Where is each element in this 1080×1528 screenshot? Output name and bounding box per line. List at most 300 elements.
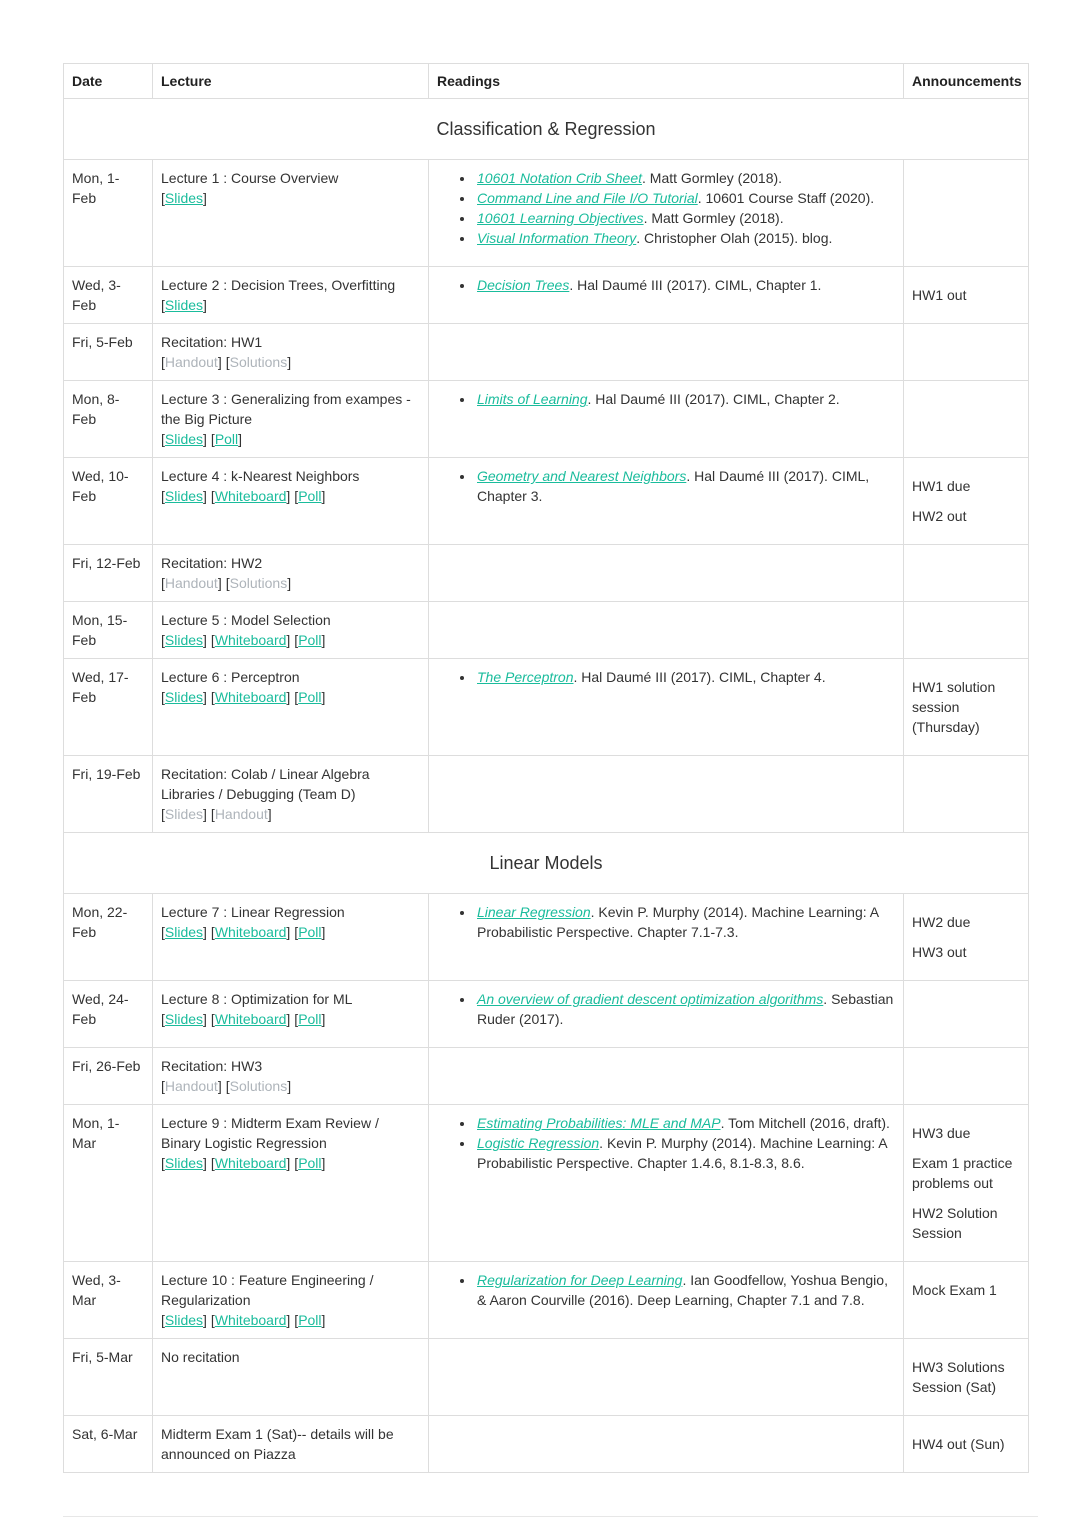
- lecture-cell: [153, 659, 429, 756]
- date-cell: [64, 1262, 153, 1339]
- reading-link[interactable]: 10601 Notation Crib Sheet: [477, 170, 642, 186]
- lecture-cell: [153, 545, 429, 602]
- bracketed-link: [294, 924, 325, 940]
- date-text: Wed, 3-: [72, 1272, 121, 1288]
- lecture-links: [161, 429, 420, 449]
- announcements-cell: [904, 458, 1029, 545]
- readings-cell: [429, 1048, 904, 1105]
- bracketed-link: [161, 1155, 207, 1171]
- lecture-link-whiteboard[interactable]: Whiteboard: [214, 1312, 287, 1328]
- lecture-cell: [153, 267, 429, 324]
- section-row: [64, 99, 1029, 160]
- close-bracket: ]: [203, 1011, 207, 1027]
- lecture-title: Lecture 4 : k-Nearest Neighbors: [161, 468, 360, 484]
- lecture-link-slides[interactable]: Slides: [164, 1155, 204, 1171]
- lecture-link-poll[interactable]: Poll: [298, 689, 322, 705]
- lecture-title: Lecture 9 : Midterm Exam Review / Binary Logistic Regression: [161, 1115, 379, 1151]
- open-bracket: [: [161, 354, 165, 370]
- readings-list: [437, 275, 895, 295]
- readings-cell: [429, 267, 904, 324]
- lecture-link-poll[interactable]: Poll: [298, 1155, 322, 1171]
- reading-item: [475, 466, 895, 506]
- open-bracket: [: [161, 488, 165, 504]
- lecture-links: [161, 1310, 420, 1330]
- lecture-links: [161, 630, 420, 650]
- open-bracket: [: [294, 1312, 299, 1328]
- lecture-link-poll[interactable]: Poll: [298, 1011, 322, 1027]
- lecture-link-whiteboard[interactable]: Whiteboard: [214, 1155, 287, 1171]
- bracketed-link: [161, 431, 207, 447]
- reading-citation: . Kevin P. Murphy (2014). Machine Learning: A Probabilistic Perspective. Chapter 1.4.6, 8.1-8.3, 8.6.: [477, 1135, 887, 1171]
- date-text: Sat, 6-Mar: [72, 1426, 138, 1442]
- date-text: Fri, 19-Feb: [72, 766, 141, 782]
- close-bracket: ]: [203, 488, 207, 504]
- open-bracket: [: [161, 689, 165, 705]
- reading-link[interactable]: Logistic Regression: [477, 1135, 600, 1151]
- readings-cell: [429, 602, 904, 659]
- open-bracket: [: [210, 431, 215, 447]
- announcements-cell: [904, 545, 1029, 602]
- readings-cell: [429, 1339, 904, 1416]
- close-bracket: ]: [203, 689, 207, 705]
- lecture-title: Recitation: HW2: [161, 555, 263, 571]
- lecture-link-poll[interactable]: Poll: [214, 431, 239, 447]
- reading-item: [475, 208, 895, 228]
- announcement-text: HW1 solution session (Thursday): [912, 679, 996, 735]
- reading-link[interactable]: The Perceptron: [477, 669, 574, 685]
- lecture-cell: [153, 160, 429, 267]
- open-bracket: [: [294, 924, 299, 940]
- close-bracket: ]: [287, 1078, 292, 1094]
- announcement-text: HW1 out: [912, 287, 967, 303]
- reading-citation: . Sebastian Ruder (2017).: [477, 991, 894, 1027]
- lecture-cell: [153, 1339, 429, 1416]
- open-bracket: [: [161, 924, 165, 940]
- reading-citation: . Hal Daumé III (2017). CIML, Chapter 2.: [587, 391, 840, 407]
- open-bracket: [: [161, 190, 165, 206]
- bracketed-link: [294, 1155, 325, 1171]
- date-text: Fri, 5-Mar: [72, 1349, 133, 1365]
- open-bracket: [: [161, 1155, 165, 1171]
- close-bracket: ]: [203, 632, 207, 648]
- open-bracket: [: [161, 632, 165, 648]
- announcement-text: HW2 due: [912, 914, 971, 930]
- lecture-link-slides[interactable]: Slides: [164, 190, 204, 206]
- date-text: Feb: [72, 297, 97, 313]
- date-text: Fri, 5-Feb: [72, 334, 133, 350]
- reading-link[interactable]: Decision Trees: [477, 277, 570, 293]
- date-text: Fri, 12-Feb: [72, 555, 141, 571]
- bracketed-link: [161, 1078, 222, 1094]
- lecture-link-slides[interactable]: Slides: [164, 632, 204, 648]
- reading-item: [475, 902, 895, 942]
- announcement-text: HW2 Solution Session: [912, 1205, 998, 1241]
- open-bracket: [: [225, 575, 230, 591]
- lecture-link-slides[interactable]: Slides: [164, 924, 204, 940]
- lecture-cell: [153, 1262, 429, 1339]
- bracketed-link: [161, 297, 207, 313]
- lecture-title: Lecture 3 : Generalizing from exampes - the Big Picture: [161, 391, 411, 427]
- close-bracket: ]: [321, 924, 326, 940]
- bracketed-link: [294, 1011, 325, 1027]
- close-bracket: ]: [217, 354, 222, 370]
- date-cell: [64, 1105, 153, 1262]
- date-cell: [64, 1339, 153, 1416]
- announcements-cell: [904, 381, 1029, 458]
- lecture-links: [161, 188, 420, 208]
- bracketed-link: [161, 1011, 207, 1027]
- open-bracket: [: [161, 1312, 165, 1328]
- lecture-link-slides: Slides: [164, 806, 204, 822]
- close-bracket: ]: [217, 1078, 222, 1094]
- lecture-title: Lecture 6 : Perceptron: [161, 669, 300, 685]
- section-row: [64, 833, 1029, 894]
- announcement-text: Mock Exam 1: [912, 1282, 997, 1298]
- bracketed-link: [161, 1312, 207, 1328]
- readings-cell: [429, 894, 904, 981]
- reading-citation: . Ian Goodfellow, Yoshua Bengio, & Aaron Courville (2016). Deep Learning, Chapter 7.1 and 7.8.: [477, 1272, 888, 1308]
- readings-list: [437, 667, 895, 687]
- lecture-link-solutions: Solutions: [229, 1078, 288, 1094]
- table-row: [64, 981, 1029, 1048]
- lecture-title: Lecture 7 : Linear Regression: [161, 904, 345, 920]
- section-header: Linear Models: [489, 853, 603, 873]
- reading-link[interactable]: Linear Regression: [477, 904, 591, 920]
- date-text: Wed, 10-: [72, 468, 129, 484]
- close-bracket: ]: [321, 1312, 326, 1328]
- close-bracket: ]: [238, 431, 243, 447]
- reading-item: [475, 228, 895, 248]
- open-bracket: [: [210, 1011, 215, 1027]
- lecture-link-slides[interactable]: Slides: [164, 689, 204, 705]
- close-bracket: ]: [321, 689, 326, 705]
- readings-cell: [429, 458, 904, 545]
- reading-item: [475, 275, 895, 295]
- lecture-link-slides[interactable]: Slides: [164, 1011, 204, 1027]
- bracketed-link: [226, 575, 291, 591]
- reading-link[interactable]: Estimating Probabilities: MLE and MAP: [477, 1115, 721, 1131]
- announcements-cell: [904, 160, 1029, 267]
- column-header-lecture: Lecture: [153, 64, 429, 99]
- readings-cell: [429, 981, 904, 1048]
- reading-citation: . Matt Gormley (2018).: [643, 210, 784, 226]
- reading-item: [475, 168, 895, 188]
- announcements-cell: [904, 324, 1029, 381]
- lecture-title: No recitation: [161, 1349, 240, 1365]
- lecture-title: Recitation: HW1: [161, 334, 263, 350]
- open-bracket: [: [161, 806, 165, 822]
- close-bracket: ]: [203, 1312, 207, 1328]
- announcement-text: HW2 out: [912, 508, 967, 524]
- section-cell: [64, 833, 1029, 894]
- lecture-title: Lecture 10 : Feature Engineering / Regularization: [161, 1272, 374, 1308]
- open-bracket: [: [294, 632, 299, 648]
- open-bracket: [: [210, 924, 215, 940]
- lecture-link-slides[interactable]: Slides: [164, 297, 204, 313]
- table-row: [64, 1048, 1029, 1105]
- lecture-link-slides[interactable]: Slides: [164, 431, 204, 447]
- bracketed-link: [211, 1312, 290, 1328]
- announcement-text: HW3 out: [912, 944, 967, 960]
- announcement-text: HW4 out (Sun): [912, 1436, 1005, 1452]
- bracketed-link: [211, 924, 290, 940]
- reading-citation: . Hal Daumé III (2017). CIML, Chapter 1.: [569, 277, 822, 293]
- open-bracket: [: [210, 1155, 215, 1171]
- lecture-link-whiteboard[interactable]: Whiteboard: [214, 488, 287, 504]
- announcements-cell: [904, 894, 1029, 981]
- bracketed-link: [294, 1312, 325, 1328]
- reading-citation: . 10601 Course Staff (2020).: [697, 190, 875, 206]
- bracketed-link: [211, 1155, 290, 1171]
- date-cell: [64, 1416, 153, 1473]
- reading-item: [475, 1133, 895, 1173]
- readings-cell: [429, 1416, 904, 1473]
- close-bracket: ]: [203, 190, 207, 206]
- lecture-links: [161, 1009, 420, 1029]
- open-bracket: [: [225, 354, 230, 370]
- bracketed-link: [226, 1078, 291, 1094]
- open-bracket: [: [294, 488, 299, 504]
- announcements-cell: [904, 1339, 1029, 1416]
- date-text: Mon, 22-: [72, 904, 128, 920]
- close-bracket: ]: [286, 924, 291, 940]
- close-bracket: ]: [287, 354, 292, 370]
- bracketed-link: [294, 689, 325, 705]
- readings-cell: [429, 659, 904, 756]
- date-text: Mon, 1-: [72, 1115, 120, 1131]
- table-row: [64, 381, 1029, 458]
- reading-link[interactable]: Visual Information Theory: [477, 230, 637, 246]
- lecture-link-poll[interactable]: Poll: [298, 924, 322, 940]
- lecture-title: Lecture 5 : Model Selection: [161, 612, 331, 628]
- lecture-link-solutions: Solutions: [229, 575, 288, 591]
- announcement-text: HW1 due: [912, 478, 971, 494]
- table-row: [64, 1262, 1029, 1339]
- bracketed-link: [211, 632, 290, 648]
- bracketed-link: [294, 632, 325, 648]
- section-header: Classification & Regression: [436, 119, 656, 139]
- lecture-link-slides[interactable]: Slides: [164, 1312, 204, 1328]
- reading-link[interactable]: 10601 Learning Objectives: [477, 210, 644, 226]
- reading-citation: . Tom Mitchell (2016, draft).: [720, 1115, 890, 1131]
- readings-list: [437, 989, 895, 1029]
- open-bracket: [: [210, 1312, 215, 1328]
- close-bracket: ]: [286, 689, 291, 705]
- reading-item: [475, 667, 895, 687]
- readings-list: [437, 466, 895, 506]
- bottom-divider: [63, 1516, 1038, 1517]
- lecture-cell: [153, 1105, 429, 1262]
- announcement-text: Exam 1 practice problems out: [912, 1155, 1013, 1191]
- close-bracket: ]: [286, 488, 291, 504]
- lecture-link-solutions: Solutions: [229, 354, 288, 370]
- reading-citation: . Hal Daumé III (2017). CIML, Chapter 4.: [573, 669, 826, 685]
- close-bracket: ]: [203, 806, 207, 822]
- date-cell: [64, 756, 153, 833]
- bracketed-link: [161, 689, 207, 705]
- lecture-link-whiteboard[interactable]: Whiteboard: [214, 689, 287, 705]
- date-text: Feb: [72, 689, 97, 705]
- bracketed-link: [161, 575, 222, 591]
- table-row: [64, 267, 1029, 324]
- reading-link[interactable]: Command Line and File I/O Tutorial: [477, 190, 698, 206]
- bracketed-link: [211, 431, 242, 447]
- lecture-link-handout: Handout: [164, 575, 218, 591]
- lecture-cell: [153, 756, 429, 833]
- table-header: [64, 64, 1029, 99]
- lecture-cell: [153, 458, 429, 545]
- announcements-cell: [904, 602, 1029, 659]
- date-text: Feb: [72, 1011, 97, 1027]
- announcement-text: HW3 due: [912, 1125, 971, 1141]
- bracketed-link: [161, 354, 222, 370]
- bracketed-link: [211, 689, 290, 705]
- date-text: Wed, 17-: [72, 669, 129, 685]
- reading-link[interactable]: Limits of Learning: [477, 391, 588, 407]
- bracketed-link: [161, 924, 207, 940]
- lecture-cell: [153, 1416, 429, 1473]
- open-bracket: [: [294, 1155, 299, 1171]
- table-row: [64, 1339, 1029, 1416]
- date-cell: [64, 1048, 153, 1105]
- lecture-link-whiteboard[interactable]: Whiteboard: [214, 1011, 287, 1027]
- bracketed-link: [161, 190, 207, 206]
- lecture-links: [161, 1153, 420, 1173]
- readings-cell: [429, 756, 904, 833]
- bracketed-link: [226, 354, 291, 370]
- date-text: Mar: [72, 1292, 97, 1308]
- lecture-title: Midterm Exam 1 (Sat)-- details will be announced on Piazza: [161, 1426, 394, 1462]
- table-row: [64, 324, 1029, 381]
- date-text: Wed, 24-: [72, 991, 129, 1007]
- open-bracket: [: [225, 1078, 230, 1094]
- announcements-cell: [904, 981, 1029, 1048]
- lecture-links: [161, 687, 420, 707]
- lecture-cell: [153, 894, 429, 981]
- open-bracket: [: [161, 1011, 165, 1027]
- table-row: [64, 1105, 1029, 1262]
- lecture-link-poll[interactable]: Poll: [298, 632, 322, 648]
- reading-citation: . Matt Gormley (2018).: [642, 170, 783, 186]
- open-bracket: [: [161, 431, 165, 447]
- open-bracket: [: [294, 1011, 299, 1027]
- date-cell: [64, 324, 153, 381]
- reading-item: [475, 389, 895, 409]
- table-row: [64, 894, 1029, 981]
- lecture-link-whiteboard[interactable]: Whiteboard: [214, 632, 287, 648]
- date-cell: [64, 160, 153, 267]
- date-text: Feb: [72, 924, 97, 940]
- open-bracket: [: [161, 575, 165, 591]
- lecture-title: Lecture 8 : Optimization for ML: [161, 991, 353, 1007]
- close-bracket: ]: [203, 1155, 207, 1171]
- table-row: [64, 1416, 1029, 1473]
- open-bracket: [: [294, 689, 299, 705]
- lecture-title: Recitation: HW3: [161, 1058, 263, 1074]
- bracketed-link: [161, 632, 207, 648]
- date-cell: [64, 458, 153, 545]
- date-text: Fri, 26-Feb: [72, 1058, 141, 1074]
- date-cell: [64, 381, 153, 458]
- reading-link[interactable]: Geometry and Nearest Neighbors: [477, 468, 687, 484]
- close-bracket: ]: [321, 632, 326, 648]
- announcements-cell: [904, 1048, 1029, 1105]
- open-bracket: [: [210, 806, 215, 822]
- date-cell: [64, 894, 153, 981]
- date-text: Wed, 3-: [72, 277, 121, 293]
- reading-item: [475, 188, 895, 208]
- announcements-cell: [904, 267, 1029, 324]
- table-row: [64, 756, 1029, 833]
- bracketed-link: [211, 488, 290, 504]
- readings-list: [437, 389, 895, 409]
- column-header-readings: Readings: [429, 64, 904, 99]
- announcements-cell: [904, 1262, 1029, 1339]
- reading-link[interactable]: An overview of gradient descent optimization algorithms: [477, 991, 824, 1007]
- close-bracket: ]: [321, 488, 326, 504]
- date-text: Mon, 15-: [72, 612, 128, 628]
- close-bracket: ]: [286, 632, 291, 648]
- lecture-title: Recitation: Colab / Linear Algebra Libraries / Debugging (Team D): [161, 766, 370, 802]
- lecture-links: [161, 486, 420, 506]
- readings-list: [437, 168, 895, 248]
- table-row: [64, 160, 1029, 267]
- date-text: Feb: [72, 411, 97, 427]
- date-text: Feb: [72, 632, 97, 648]
- announcements-cell: [904, 1105, 1029, 1262]
- date-text: Mon, 8-: [72, 391, 120, 407]
- open-bracket: [: [161, 1078, 165, 1094]
- reading-citation: . Christopher Olah (2015). blog.: [636, 230, 833, 246]
- close-bracket: ]: [203, 924, 207, 940]
- close-bracket: ]: [203, 431, 207, 447]
- close-bracket: ]: [217, 575, 222, 591]
- readings-cell: [429, 160, 904, 267]
- bracketed-link: [211, 806, 272, 822]
- announcements-cell: [904, 756, 1029, 833]
- lecture-link-whiteboard[interactable]: Whiteboard: [214, 924, 287, 940]
- table-row: [64, 545, 1029, 602]
- open-bracket: [: [161, 297, 165, 313]
- close-bracket: ]: [287, 575, 292, 591]
- reading-link[interactable]: Regularization for Deep Learning: [477, 1272, 683, 1288]
- lecture-link-poll[interactable]: Poll: [298, 1312, 322, 1328]
- open-bracket: [: [210, 689, 215, 705]
- bracketed-link: [161, 488, 207, 504]
- lecture-links: [161, 922, 420, 942]
- readings-cell: [429, 381, 904, 458]
- date-cell: [64, 602, 153, 659]
- close-bracket: ]: [267, 806, 272, 822]
- lecture-link-poll[interactable]: Poll: [298, 488, 322, 504]
- readings-list: [437, 1270, 895, 1310]
- readings-list: [437, 1113, 895, 1173]
- table-row: [64, 659, 1029, 756]
- date-text: Feb: [72, 190, 97, 206]
- date-text: Feb: [72, 488, 97, 504]
- lecture-link-slides[interactable]: Slides: [164, 488, 204, 504]
- date-cell: [64, 981, 153, 1048]
- bracketed-link: [211, 1011, 290, 1027]
- column-header-date: Date: [64, 64, 153, 99]
- readings-cell: [429, 1105, 904, 1262]
- close-bracket: ]: [203, 297, 207, 313]
- reading-citation: . Kevin P. Murphy (2014). Machine Learning: A Probabilistic Perspective. Chapter 7.1-7.3.: [477, 904, 879, 940]
- announcements-cell: [904, 659, 1029, 756]
- close-bracket: ]: [286, 1312, 291, 1328]
- lecture-cell: [153, 981, 429, 1048]
- lecture-title: Lecture 2 : Decision Trees, Overfitting: [161, 277, 396, 293]
